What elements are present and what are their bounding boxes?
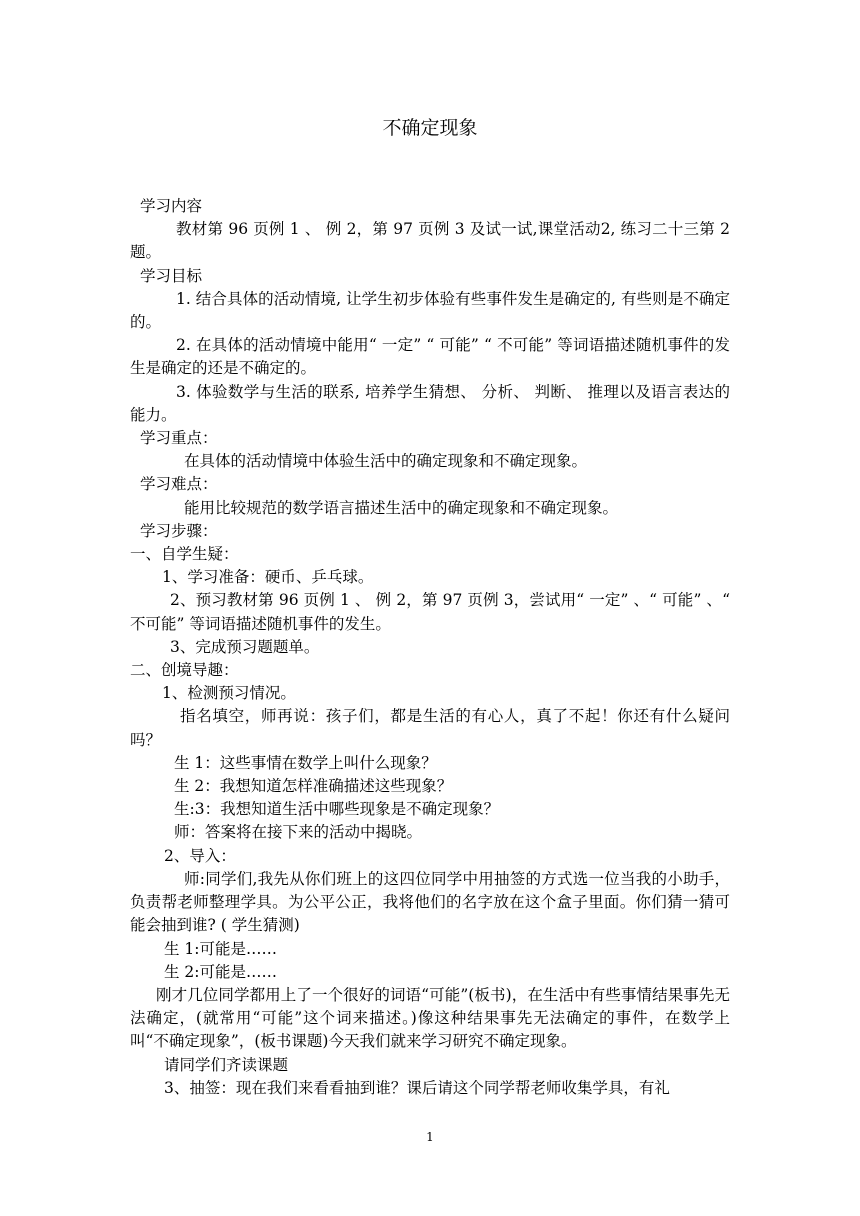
paragraph: 3. 体验数学与生活的联系, 培养学生猜想、 分析、 判断、 推理以及语言表达的能力。	[130, 382, 730, 424]
paragraph: 2. 在具体的活动情境中能用“ 一定” “ 可能” “ 不可能” 等词语描述随机事件的发生是确定的还是不确定的。	[130, 336, 730, 378]
paragraph: 3、抽签：现在我们来看看抽到谁？课后请这个同学帮老师收集学具，有礼	[164, 1078, 670, 1097]
paragraph: 3、完成预习题题单。	[170, 637, 320, 656]
paragraph: 一、自学生疑：	[130, 545, 239, 564]
document-body	[130, 195, 730, 1100]
paragraph: 生 2：我想知道怎样准确描述这些现象？	[174, 777, 453, 796]
paragraph: 学习目标	[140, 266, 203, 285]
paragraph: 2、预习教材第 96 页例 1 、 例 2，第 97 页例 3，尝试用“ 一定” 、“ 可能” 、“ 不可能” 等词语描述随机事件的发生。	[130, 591, 730, 633]
paragraph: 学习难点：	[140, 475, 218, 494]
paragraph: 生 1：这些事情在数学上叫什么现象？	[174, 753, 437, 772]
paragraph: 生 1:可能是……	[164, 939, 278, 958]
paragraph: 1、检测预习情况。	[162, 684, 296, 703]
paragraph: 请同学们齐读课题	[164, 1055, 289, 1074]
paragraph: 2、导入：	[164, 846, 236, 865]
paragraph: 师：答案将在接下来的活动中揭晓。	[174, 823, 423, 842]
paragraph: 指名填空，师再说：孩子们，都是生活的有心人，真了不起！你还有什么疑问吗？	[130, 707, 730, 749]
paragraph: 1、学习准备：硬币、乒乓球。	[162, 568, 374, 587]
paragraph: 生 2:可能是……	[164, 962, 278, 981]
paragraph: 在具体的活动情境中体验生活中的确定现象和不确定现象。	[184, 452, 588, 471]
paragraph: 1. 结合具体的活动情境, 让学生初步体验有些事件发生是确定的, 有些则是不确定的。	[130, 289, 730, 332]
paragraph: 师:同学们,我先从你们班上的这四位同学中用抽签的方式选一位当我的小助手，负责帮老师整理学具。为公平公正，我将他们的名字放在这个盒子里面。你们猜一猜可能会抽到谁? ( 学生猜测)	[130, 869, 730, 935]
paragraph: 二、创境导趣：	[130, 661, 239, 680]
paragraph: 生:3：我想知道生活中哪些现象是不确定现象？	[174, 800, 500, 819]
page-number: 1	[426, 1130, 434, 1144]
page-title: 不确定现象	[382, 117, 478, 139]
paragraph: 教材第 96 页例 1 、 例 2，第 97 页例 3 及试一试,课堂活动2, 练习二十三第 2题。	[130, 220, 730, 262]
paragraph: 学习内容	[140, 197, 203, 215]
paragraph: 学习重点：	[140, 429, 218, 448]
paragraph: 学习步骤：	[140, 521, 218, 540]
paragraph: 能用比较规范的数学语言描述生活中的确定现象和不确定现象。	[184, 498, 619, 517]
paragraph: 刚才几位同学都用上了一个很好的词语“可能”(板书)，在生活中有些事情结果事先无法确定，(就常用“可能”这个词来描述。)像这种结果事先无法确定的事件，在数学上叫“不确定现象”，(板书课题)今天我们就来学习研究不确定现象。	[130, 985, 730, 1051]
